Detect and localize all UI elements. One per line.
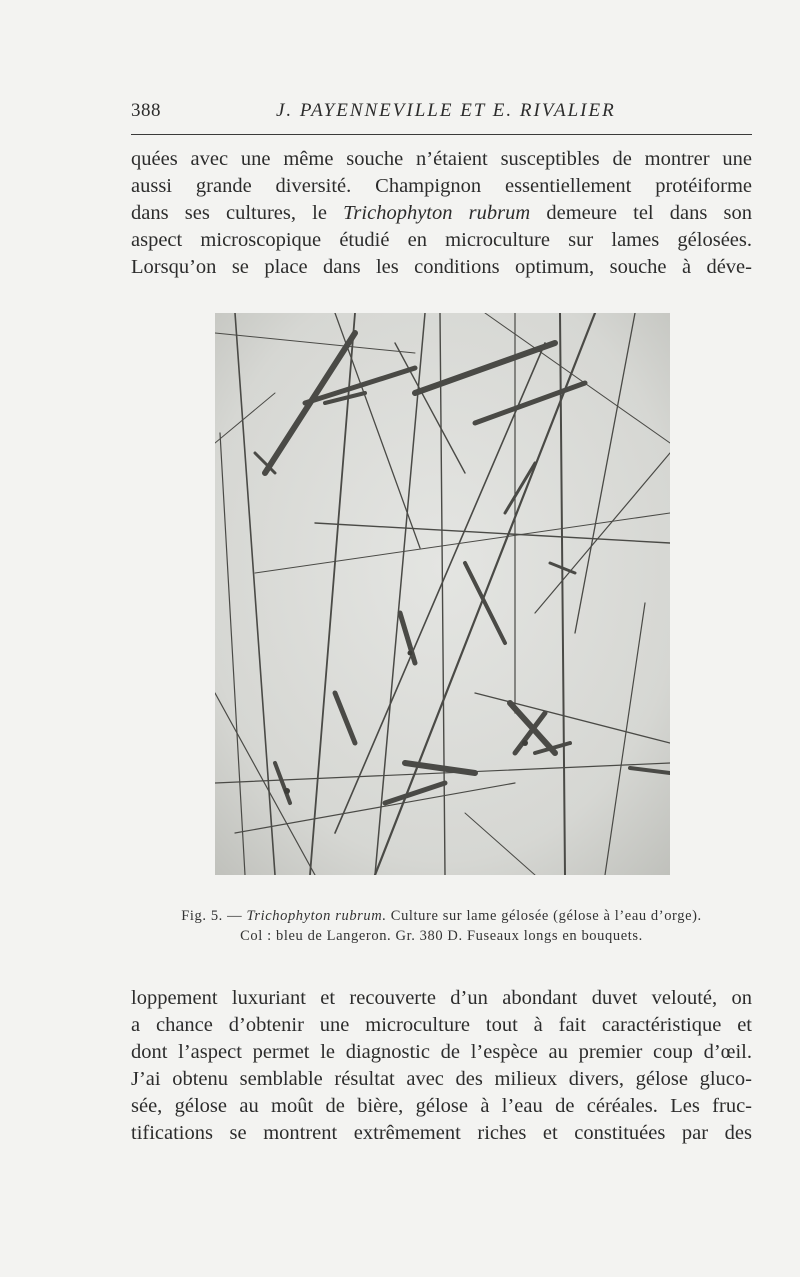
paragraph-top — [131, 146, 752, 281]
text-segment: demeure tel dans son — [546, 202, 752, 224]
text-line: quées avec une même souche n’étaient susceptibles de montrer une — [131, 148, 752, 170]
header-rule — [131, 134, 752, 135]
text-line: a chance d’obtenir une microculture tout à fait caractéristique et — [131, 1014, 752, 1036]
caption-species: Trichophyton rubrum. — [246, 908, 387, 924]
text-line: tifications se montrent extrêmement riches et constituées par des — [131, 1122, 752, 1144]
text-line: aspect microscopique étudié en microculture sur lames gélosées. — [131, 229, 752, 251]
text-line: dont l’aspect permet le diagnostic de l’espèce au premier coup d’œil. — [131, 1041, 752, 1063]
micrograph-image — [215, 313, 670, 875]
caption-line: Col : bleu de Langeron. Gr. 380 D. Fuseaux longs en bouquets. — [240, 928, 643, 944]
caption-line — [131, 906, 752, 926]
text-line — [131, 200, 752, 227]
figure-caption — [131, 906, 752, 946]
text-line: Lorsqu’on se place dans les conditions optimum, souche à déve- — [131, 256, 752, 278]
text-segment: dans ses cultures, le — [131, 202, 327, 224]
caption-text: Culture sur lame gélosée (gélose à l’eau d’orge). — [390, 908, 702, 924]
text-line: J’ai obtenu semblable résultat avec des milieux divers, gélose gluco- — [131, 1068, 752, 1090]
running-title: J. PAYENNEVILLE ET E. RIVALIER — [276, 100, 616, 121]
text-line: aussi grande diversité. Champignon essentiellement protéiforme — [131, 175, 752, 197]
micrograph-figure — [215, 313, 670, 875]
paragraph-bottom — [131, 985, 752, 1147]
text-line: sée, gélose au moût de bière, gélose à l’eau de céréales. Les fruc- — [131, 1095, 752, 1117]
running-header — [131, 100, 752, 128]
page-number: 388 — [131, 100, 161, 121]
figure-label: Fig. 5. — — [181, 908, 243, 924]
text-line: loppement luxuriant et recouverte d’un abondant duvet velouté, on — [131, 987, 752, 1009]
species-name: Trichophyton rubrum — [343, 202, 531, 224]
